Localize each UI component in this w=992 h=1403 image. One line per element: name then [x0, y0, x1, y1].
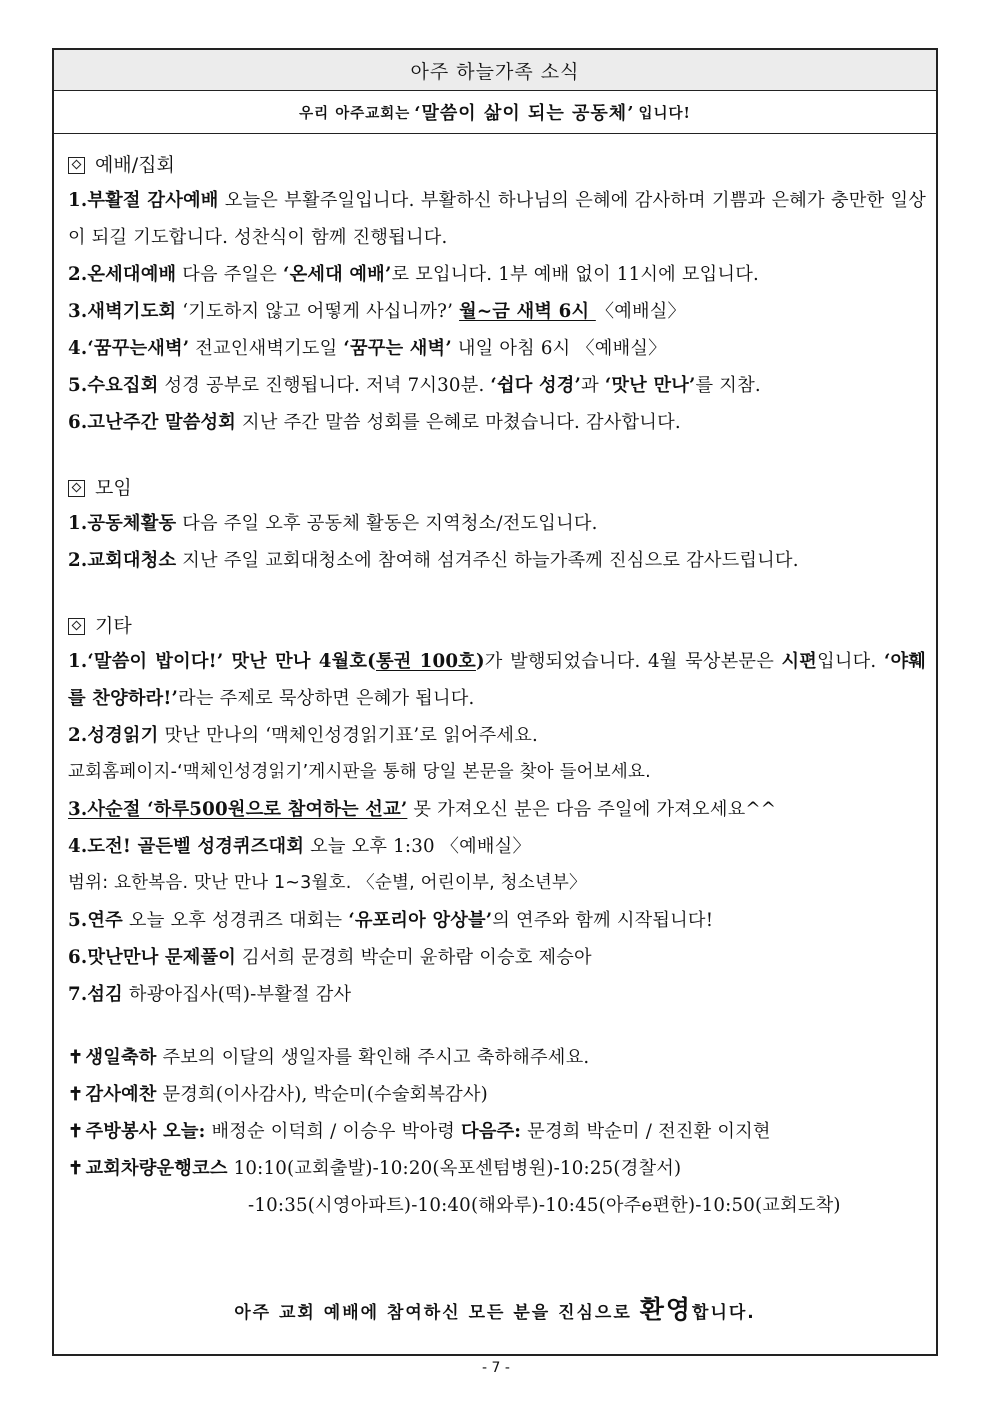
item-text: 문경희 박순미 / 전진환 이지현: [521, 1121, 771, 1142]
title-text: 아주 하늘가족 소식: [410, 60, 580, 83]
page-title: [54, 50, 936, 91]
welcome-message: [54, 1290, 936, 1326]
page-number: - 7 -: [482, 1360, 510, 1376]
item-label: 5.수요집회: [68, 375, 159, 396]
item-text: 하광아집사(떡)-부활절 감사: [122, 984, 352, 1005]
item-text: 맛난 만나의 ‘맥체인성경읽기표’로 읽어주세요.: [158, 725, 538, 746]
item-text: 로 모입니다. 1부 예배 없이 11시에 모입니다.: [391, 264, 759, 285]
section-heading: 예배/집회: [95, 154, 175, 176]
etc-item-4: [68, 828, 926, 865]
item-text: 라는 주제로 묵상하면 은혜가 됩니다.: [178, 688, 475, 709]
etc-item-5: [68, 902, 926, 939]
item-text: 가 발행되었습니다. 4월 묵상본문은: [484, 651, 782, 672]
item-emphasis: 월~금 새벽 6시: [459, 301, 596, 322]
cross-icon: ✝: [68, 1158, 84, 1179]
etc-item-3: [68, 791, 926, 828]
item-emphasis: ‘맛난 만나’: [604, 375, 696, 396]
item-text: 〈예배실〉: [595, 301, 686, 322]
notice-shuttle-line2: -10:35(시영아파트)-10:40(해와루)-10:45(아주e편한)-10:50(교회도착): [248, 1195, 841, 1216]
etc-item-1: [68, 643, 926, 717]
square-diamond-icon: [68, 480, 85, 497]
item-text: 내일 아침 6시 〈예배실〉: [451, 338, 667, 359]
worship-item-3: [68, 293, 926, 330]
notice-kitchen: [68, 1113, 926, 1150]
item-label: 1.공동체활동: [68, 513, 177, 534]
item-text: 입니다.: [817, 651, 884, 672]
item-label: 감사예찬: [85, 1084, 157, 1105]
item-text: 오늘 오후 1:30 〈예배실〉: [304, 836, 531, 857]
item-text: 문경희(이사감사), 박순미(수술회복감사): [156, 1084, 488, 1105]
item-text: 못 가져오신 분은 다음 주일에 가져오세요^^: [407, 799, 777, 820]
item-emphasis: ‘유포리아 앙상블’: [348, 910, 493, 931]
item-label: 2.교회대청소: [68, 550, 177, 571]
notice-thanks: [68, 1076, 926, 1113]
item-text: 전교인새벽기도일: [189, 338, 344, 359]
notice-shuttle: [68, 1150, 926, 1187]
cross-icon: ✝: [68, 1121, 84, 1142]
cross-icon: ✝: [68, 1084, 84, 1105]
item-label: 교회차량운행코스: [85, 1158, 228, 1179]
item-text: 를 지참.: [695, 375, 761, 396]
section-worship: [68, 148, 926, 182]
item-label: 4.도전! 골든벨 성경퀴즈대회: [68, 836, 305, 857]
item-label: 생일축하: [85, 1047, 157, 1068]
item-text: 성경 공부로 진행됩니다. 저녁 7시30분.: [158, 375, 491, 396]
welcome-text: 합니다.: [692, 1303, 756, 1323]
etc-item-6: [68, 939, 926, 976]
item-label: 5.연주: [68, 910, 123, 931]
item-text: 주보의 이달의 생일자를 확인해 주시고 축하해주세요.: [156, 1047, 590, 1068]
worship-item-1: [68, 182, 926, 256]
worship-item-2: [68, 256, 926, 293]
item-text: 의 연주와 함께 시작됩니다!: [492, 910, 714, 931]
square-diamond-icon: [68, 157, 85, 174]
item-text: 다음 주일은: [176, 264, 284, 285]
item-text: 지난 주일 교회대청소에 참여해 섬겨주신 하늘가족께 진심으로 감사드립니다.: [176, 550, 799, 571]
item-text: 10:10(교회출발)-10:20(옥포센텀병원)-10:25(경찰서): [227, 1158, 682, 1179]
item-text: 배정순 이덕희 / 이승우 박아령: [205, 1121, 461, 1142]
worship-item-6: [68, 404, 926, 441]
etc-item-4-line2: 범위: 요한복음. 맛난 만나 1~3월호. 〈순별, 어린이부, 청소년부〉: [68, 873, 587, 893]
section-etc: [68, 609, 926, 643]
square-diamond-icon: [68, 618, 85, 635]
section-heading: 기타: [95, 615, 132, 637]
item-text: 과: [581, 375, 605, 396]
worship-item-4: [68, 330, 926, 367]
item-label: ): [475, 651, 485, 672]
item-text: ‘기도하지 않고 어떻게 사십니까?’: [176, 301, 460, 322]
item-label: 7.섬김: [68, 984, 123, 1005]
item-emphasis: 시편: [781, 651, 818, 672]
item-emphasis: 다음주:: [460, 1121, 522, 1142]
item-label: 3.사순절 ‘하루500원으로 참여하는 선교’: [68, 799, 408, 820]
meeting-item-1: [68, 505, 926, 542]
item-label: 6.고난주간 말씀성회: [68, 412, 237, 433]
bulletin-frame: [52, 48, 938, 1356]
etc-item-2-line2: 교회홈페이지-‘맥체인성경읽기’게시판을 통해 당일 본문을 찾아 들어보세요.: [68, 762, 651, 782]
item-label: 1.‘말씀이 밥이다!’ 맛난 만나 4월호(: [68, 651, 376, 672]
subtitle-emphasis: ‘말씀이 삶이 되는 공동체’: [414, 103, 635, 124]
item-text: 지난 주간 말씀 성회를 은혜로 마쳤습니다. 감사합니다.: [236, 412, 681, 433]
item-label: 4.‘꿈꾸는새벽’: [68, 338, 190, 359]
welcome-emphasis: 환영: [639, 1295, 693, 1324]
item-label: 3.새벽기도회: [68, 301, 177, 322]
item-label: 1.부활절 감사예배: [68, 190, 219, 211]
item-label: 2.온세대예배: [68, 264, 177, 285]
item-emphasis: ‘온세대 예배’: [283, 264, 392, 285]
content: [68, 148, 926, 1224]
welcome-text: 아주 교회 예배에 참여하신 모든 분을 진심으로: [234, 1303, 640, 1323]
item-text: 김서희 문경희 박순미 윤하람 이승호 제승아: [236, 947, 592, 968]
section-meeting: [68, 471, 926, 505]
subtitle-pre: 우리 아주교회는: [299, 104, 411, 122]
section-heading: 모임: [95, 477, 132, 499]
subtitle: [54, 91, 936, 134]
etc-item-7: [68, 976, 926, 1013]
item-emphasis: ‘쉽다 성경’: [490, 375, 582, 396]
worship-item-5: [68, 367, 926, 404]
item-emphasis: 통권 100호: [375, 651, 476, 672]
item-text: 오늘은 부활주일입니다. 부활하신 하나님의 은혜에 감사하며 기쁨과 은혜가 충만한 일상이 되길 기도합니다. 성찬식이 함께 진행됩니다.: [68, 190, 927, 248]
notice-birthday: [68, 1039, 926, 1076]
item-text: 다음 주일 오후 공동체 활동은 지역청소/전도입니다.: [176, 513, 598, 534]
item-text: 오늘 오후 성경퀴즈 대회는: [122, 910, 349, 931]
item-label: 주방봉사 오늘:: [85, 1121, 206, 1142]
item-label: 2.성경읽기: [68, 725, 159, 746]
item-label: 6.맛난만나 문제풀이: [68, 947, 237, 968]
cross-icon: ✝: [68, 1047, 84, 1068]
meeting-item-2: [68, 542, 926, 579]
subtitle-post: 입니다!: [638, 104, 691, 122]
item-emphasis: ‘야훼를 찬양하라!’: [68, 651, 927, 709]
item-emphasis: ‘꿈꾸는 새벽’: [343, 338, 452, 359]
etc-item-2: [68, 717, 926, 754]
